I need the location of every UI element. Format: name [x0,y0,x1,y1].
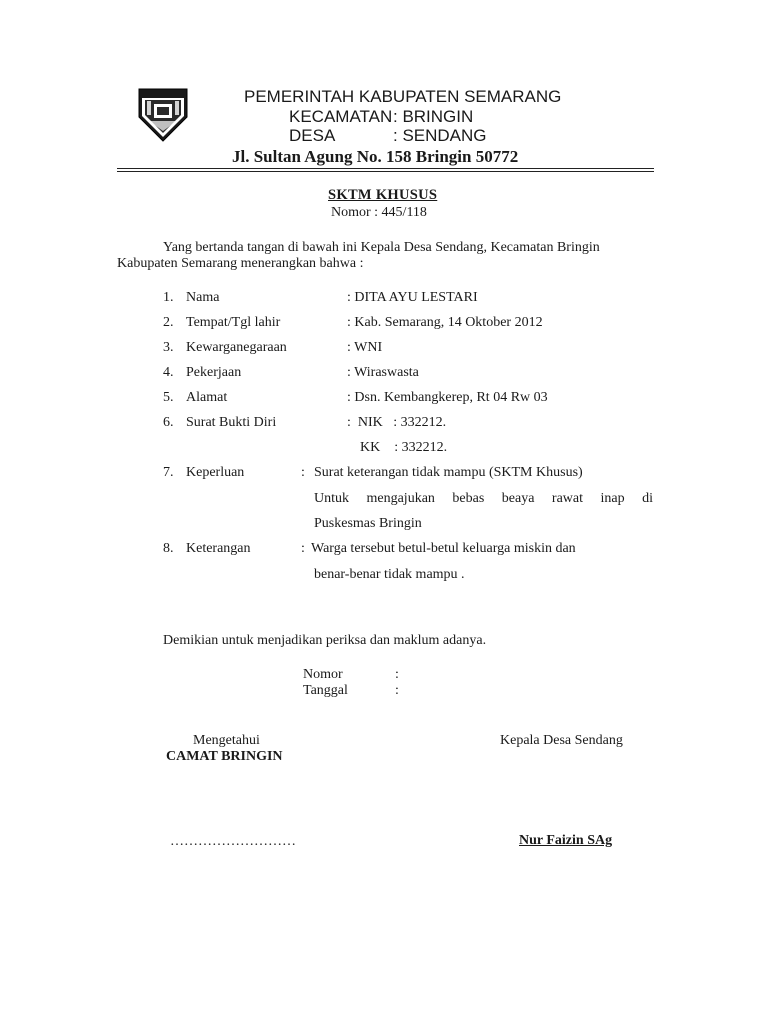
reg-tanggal-colon: : [395,683,399,698]
signature-left-heading: Mengetahui [193,733,260,748]
item-label: Kewarganegaraan [186,340,287,355]
header-kecamatan-value: : BRINGIN [393,107,474,126]
item-label: Alamat [186,390,228,405]
item-value: Warga tersebut betul-betul keluarga miskin dan [311,541,576,556]
item-number: 1. [163,290,174,305]
item-number: 8. [163,541,174,556]
header-desa-value: : SENDANG [393,126,487,145]
closing-statement: Demikian untuk menjadikan periksa dan maklum adanya. [163,633,487,648]
header-government: PEMERINTAH KABUPATEN SEMARANG [244,87,562,106]
item-value: : WNI [347,340,383,355]
document-title: SKTM KHUSUS [328,187,438,203]
header-desa-label: DESA [289,126,336,145]
item-number: 3. [163,340,174,355]
item-value: : Wiraswasta [347,365,419,380]
item-label: Pekerjaan [186,365,242,380]
reg-tanggal-label: Tanggal [303,683,348,698]
header-divider-second [117,171,654,172]
item-label: Keterangan [186,541,251,556]
item-number: 4. [163,365,174,380]
signature-right-title: Kepala Desa Sendang [500,733,623,748]
item-value: : NIK : 332212. [347,415,447,430]
document-number: Nomor : 445/118 [331,205,427,220]
item-value-secondary: KK : 332212. [360,440,448,455]
reg-nomor-label: Nomor [303,667,343,682]
item-value: : Dsn. Kembangkerep, Rt 04 Rw 03 [347,390,548,405]
item-label: Nama [186,290,220,305]
intro-line-2: Kabupaten Semarang menerangkan bahwa : [117,256,364,271]
item-colon: : [301,465,305,480]
item-colon: : [301,541,305,556]
item-label: Surat Bukti Diri [186,415,277,430]
item-value-secondary: benar-benar tidak mampu . [314,567,465,582]
item-label: Tempat/Tgl lahir [186,315,281,330]
header-kecamatan-label: KECAMATAN [289,107,393,126]
reg-nomor-colon: : [395,667,399,682]
signature-left-name: ……………………… [170,834,296,849]
signature-left-title: CAMAT BRINGIN [166,749,283,764]
item-number: 7. [163,465,174,480]
item-value-secondary: Untuk mengajukan bebas beaya rawat inap di [314,491,653,506]
item-number: 2. [163,315,174,330]
kabupaten-semarang-emblem-icon [137,87,189,143]
item-label: Keperluan [186,465,245,480]
item-value: : DITA AYU LESTARI [347,290,478,305]
item-value-tertiary: Puskesmas Bringin [314,516,422,531]
item-value: : Kab. Semarang, 14 Oktober 2012 [347,315,543,330]
item-number: 5. [163,390,174,405]
signature-right-name: Nur Faizin SAg [519,833,613,848]
item-value: Surat keterangan tidak mampu (SKTM Khusus) [314,465,583,480]
intro-line-1: Yang bertanda tangan di bawah ini Kepala Desa Sendang, Kecamatan Bringin [163,240,600,255]
item-number: 6. [163,415,174,430]
header-divider [117,168,654,169]
header-address: Jl. Sultan Agung No. 158 Bringin 50772 [232,147,519,166]
